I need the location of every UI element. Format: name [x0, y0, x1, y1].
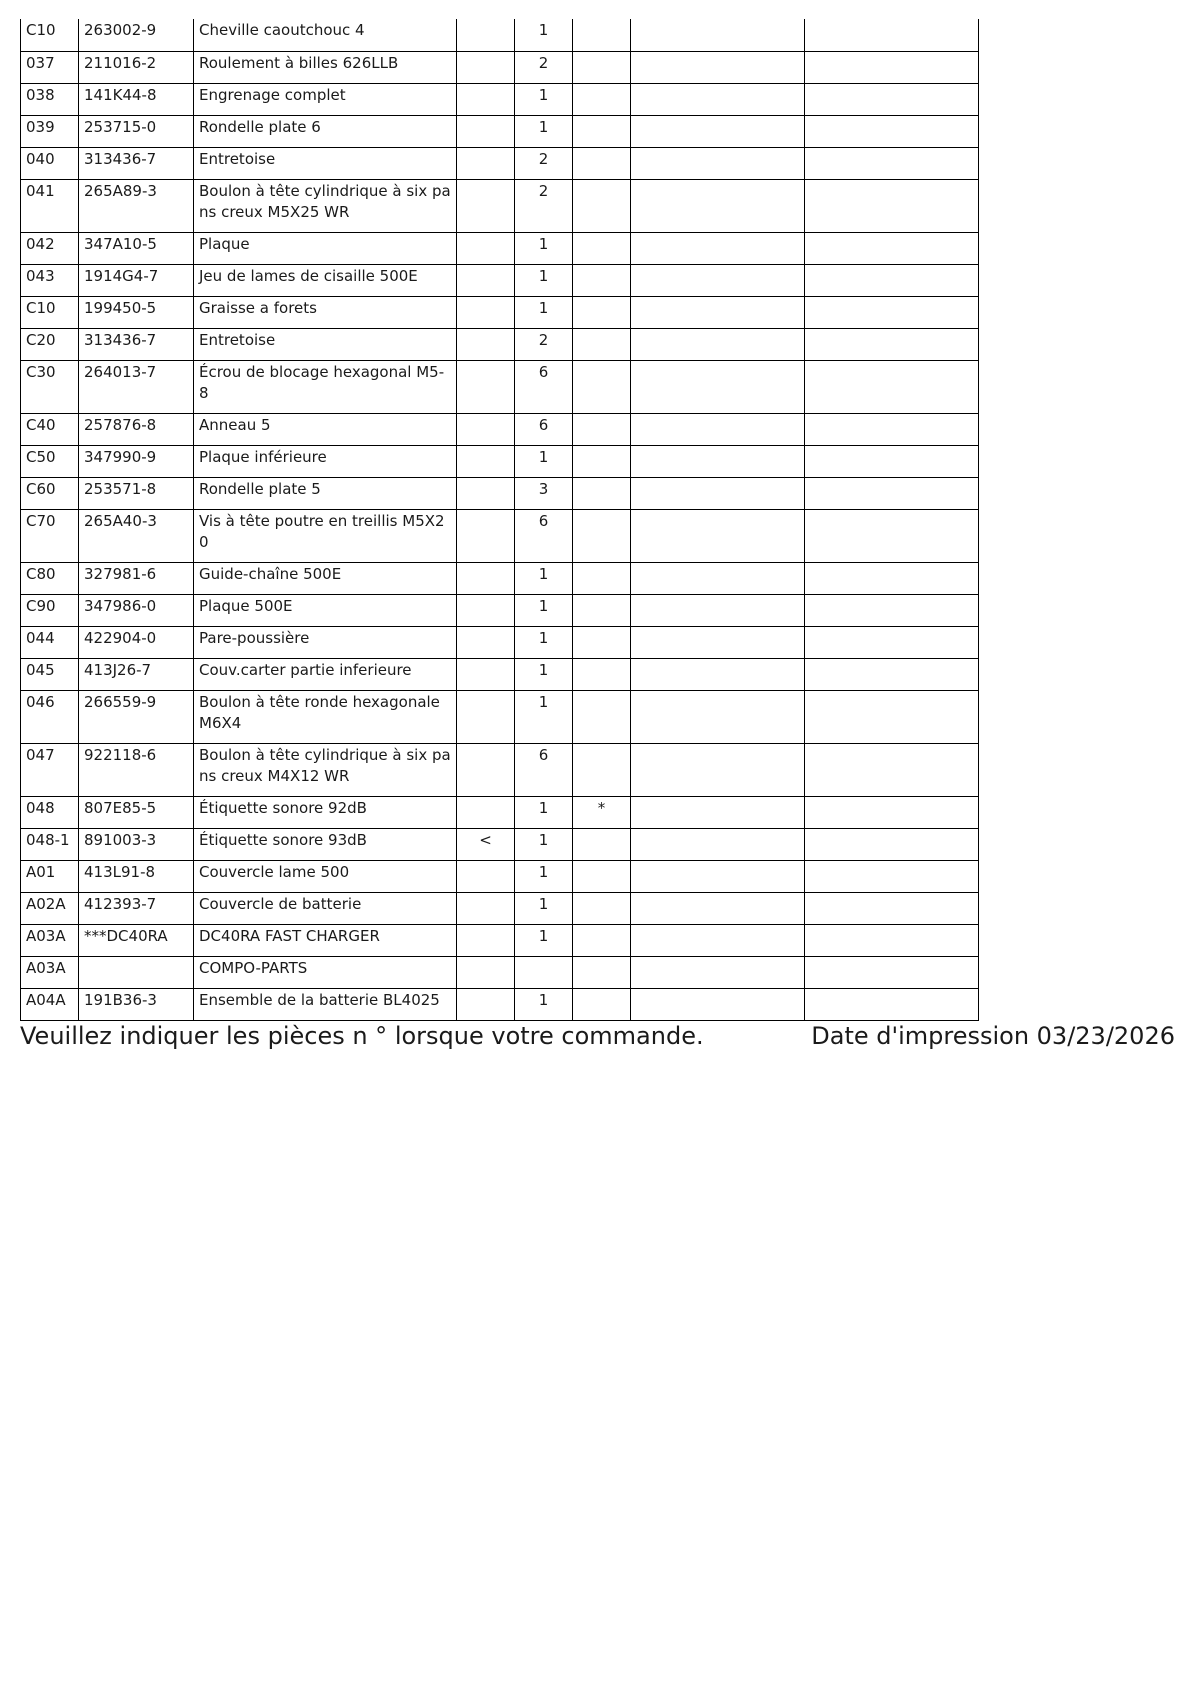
- empty-cell: [631, 690, 805, 743]
- note-cell: [457, 988, 515, 1020]
- table-row: [21, 19, 979, 51]
- reference-cell: 347986-0: [79, 594, 194, 626]
- table-row: [21, 115, 979, 147]
- quantity-cell: 3: [515, 477, 573, 509]
- table-row: [21, 594, 979, 626]
- reference-cell: ***DC40RA: [79, 924, 194, 956]
- description-cell: DC40RA FAST CHARGER: [194, 924, 457, 956]
- empty-cell: [805, 147, 979, 179]
- marker-cell: [573, 360, 631, 413]
- quantity-cell: 6: [515, 509, 573, 562]
- empty-cell: [631, 264, 805, 296]
- note-cell: [457, 51, 515, 83]
- description-cell: Entretoise: [194, 147, 457, 179]
- empty-cell: [805, 956, 979, 988]
- empty-cell: [805, 328, 979, 360]
- quantity-cell: 1: [515, 83, 573, 115]
- reference-cell: 253571-8: [79, 477, 194, 509]
- reference-cell: 211016-2: [79, 51, 194, 83]
- quantity-cell: 1: [515, 988, 573, 1020]
- marker-cell: [573, 179, 631, 232]
- empty-cell: [631, 360, 805, 413]
- empty-cell: [805, 19, 979, 51]
- description-cell: Guide-chaîne 500E: [194, 562, 457, 594]
- empty-cell: [631, 562, 805, 594]
- note-cell: [457, 658, 515, 690]
- empty-cell: [805, 83, 979, 115]
- table-row: [21, 147, 979, 179]
- table-row: [21, 626, 979, 658]
- reference-cell: 891003-3: [79, 828, 194, 860]
- parts-table: [20, 19, 979, 1021]
- quantity-cell: 1: [515, 690, 573, 743]
- marker-cell: [573, 924, 631, 956]
- description-cell: Plaque 500E: [194, 594, 457, 626]
- marker-cell: [573, 562, 631, 594]
- quantity-cell: 1: [515, 594, 573, 626]
- empty-cell: [631, 51, 805, 83]
- description-cell: Couvercle de batterie: [194, 892, 457, 924]
- table-row: [21, 413, 979, 445]
- table-row: [21, 83, 979, 115]
- part-number-cell: 044: [21, 626, 79, 658]
- part-number-cell: C30: [21, 360, 79, 413]
- reference-cell: 413J26-7: [79, 658, 194, 690]
- table-row: [21, 360, 979, 413]
- description-cell: Ensemble de la batterie BL4025: [194, 988, 457, 1020]
- quantity-cell: 6: [515, 743, 573, 796]
- empty-cell: [631, 232, 805, 264]
- note-cell: [457, 179, 515, 232]
- empty-cell: [631, 509, 805, 562]
- note-cell: [457, 690, 515, 743]
- marker-cell: [573, 413, 631, 445]
- quantity-cell: 1: [515, 924, 573, 956]
- empty-cell: [631, 413, 805, 445]
- quantity-cell: 2: [515, 179, 573, 232]
- note-cell: [457, 860, 515, 892]
- table-row: [21, 988, 979, 1020]
- part-number-cell: 048: [21, 796, 79, 828]
- note-cell: [457, 115, 515, 147]
- empty-cell: [805, 477, 979, 509]
- parts-table-body: [21, 19, 979, 1020]
- note-cell: [457, 264, 515, 296]
- marker-cell: [573, 51, 631, 83]
- quantity-cell: 1: [515, 626, 573, 658]
- part-number-cell: 038: [21, 83, 79, 115]
- empty-cell: [631, 19, 805, 51]
- description-cell: Plaque inférieure: [194, 445, 457, 477]
- table-row: [21, 509, 979, 562]
- description-cell: Couvercle lame 500: [194, 860, 457, 892]
- note-cell: [457, 743, 515, 796]
- note-cell: [457, 796, 515, 828]
- empty-cell: [631, 445, 805, 477]
- empty-cell: [631, 594, 805, 626]
- reference-cell: 347A10-5: [79, 232, 194, 264]
- part-number-cell: 042: [21, 232, 79, 264]
- marker-cell: [573, 658, 631, 690]
- description-cell: Anneau 5: [194, 413, 457, 445]
- note-cell: [457, 413, 515, 445]
- note-cell: [457, 956, 515, 988]
- description-cell: Rondelle plate 6: [194, 115, 457, 147]
- marker-cell: [573, 594, 631, 626]
- empty-cell: [805, 509, 979, 562]
- note-cell: [457, 296, 515, 328]
- marker-cell: [573, 445, 631, 477]
- note-cell: [457, 477, 515, 509]
- empty-cell: [631, 924, 805, 956]
- note-cell: [457, 328, 515, 360]
- table-row: [21, 562, 979, 594]
- quantity-cell: 1: [515, 445, 573, 477]
- table-row: [21, 796, 979, 828]
- note-cell: [457, 83, 515, 115]
- table-row: [21, 690, 979, 743]
- marker-cell: [573, 626, 631, 658]
- empty-cell: [805, 594, 979, 626]
- marker-cell: [573, 988, 631, 1020]
- quantity-cell: 2: [515, 328, 573, 360]
- part-number-cell: 037: [21, 51, 79, 83]
- empty-cell: [805, 690, 979, 743]
- empty-cell: [631, 743, 805, 796]
- table-row: [21, 477, 979, 509]
- quantity-cell: 6: [515, 413, 573, 445]
- part-number-cell: A04A: [21, 988, 79, 1020]
- reference-cell: 412393-7: [79, 892, 194, 924]
- quantity-cell: 1: [515, 296, 573, 328]
- reference-cell: 266559-9: [79, 690, 194, 743]
- note-cell: [457, 19, 515, 51]
- part-number-cell: 041: [21, 179, 79, 232]
- description-cell: COMPO-PARTS: [194, 956, 457, 988]
- part-number-cell: 045: [21, 658, 79, 690]
- description-cell: Roulement à billes 626LLB: [194, 51, 457, 83]
- quantity-cell: 1: [515, 19, 573, 51]
- description-cell: Boulon à tête cylindrique à six pans creux M5X25 WR: [194, 179, 457, 232]
- empty-cell: [631, 988, 805, 1020]
- reference-cell: 313436-7: [79, 328, 194, 360]
- marker-cell: [573, 296, 631, 328]
- part-number-cell: C70: [21, 509, 79, 562]
- part-number-cell: 047: [21, 743, 79, 796]
- description-cell: Boulon à tête ronde hexagonale M6X4: [194, 690, 457, 743]
- note-cell: [457, 626, 515, 658]
- reference-cell: 264013-7: [79, 360, 194, 413]
- reference-cell: 265A89-3: [79, 179, 194, 232]
- empty-cell: [631, 147, 805, 179]
- note-cell: [457, 360, 515, 413]
- table-row: [21, 658, 979, 690]
- empty-cell: [631, 179, 805, 232]
- order-instruction: Veuillez indiquer les pièces n ° lorsque votre commande.: [20, 1022, 704, 1050]
- quantity-cell: 1: [515, 232, 573, 264]
- empty-cell: [631, 477, 805, 509]
- quantity-cell: 2: [515, 147, 573, 179]
- quantity-cell: 1: [515, 264, 573, 296]
- empty-cell: [805, 445, 979, 477]
- reference-cell: 422904-0: [79, 626, 194, 658]
- quantity-cell: 1: [515, 828, 573, 860]
- empty-cell: [631, 626, 805, 658]
- description-cell: Jeu de lames de cisaille 500E: [194, 264, 457, 296]
- note-cell: [457, 147, 515, 179]
- quantity-cell: 1: [515, 892, 573, 924]
- empty-cell: [631, 296, 805, 328]
- part-number-cell: A01: [21, 860, 79, 892]
- reference-cell: 1914G4-7: [79, 264, 194, 296]
- part-number-cell: C80: [21, 562, 79, 594]
- table-row: [21, 892, 979, 924]
- part-number-cell: 046: [21, 690, 79, 743]
- part-number-cell: A03A: [21, 924, 79, 956]
- reference-cell: 253715-0: [79, 115, 194, 147]
- part-number-cell: A03A: [21, 956, 79, 988]
- marker-cell: [573, 743, 631, 796]
- table-row: [21, 924, 979, 956]
- table-row: [21, 828, 979, 860]
- empty-cell: [631, 956, 805, 988]
- table-row: [21, 956, 979, 988]
- empty-cell: [805, 860, 979, 892]
- marker-cell: [573, 264, 631, 296]
- table-row: [21, 743, 979, 796]
- description-cell: Entretoise: [194, 328, 457, 360]
- reference-cell: 313436-7: [79, 147, 194, 179]
- description-cell: Rondelle plate 5: [194, 477, 457, 509]
- description-cell: Cheville caoutchouc 4: [194, 19, 457, 51]
- marker-cell: [573, 509, 631, 562]
- description-cell: Boulon à tête cylindrique à six pans creux M4X12 WR: [194, 743, 457, 796]
- empty-cell: [805, 296, 979, 328]
- reference-cell: 327981-6: [79, 562, 194, 594]
- marker-cell: [573, 477, 631, 509]
- note-cell: [457, 594, 515, 626]
- table-row: [21, 860, 979, 892]
- part-number-cell: 040: [21, 147, 79, 179]
- empty-cell: [805, 988, 979, 1020]
- description-cell: Vis à tête poutre en treillis M5X20: [194, 509, 457, 562]
- part-number-cell: 048-1: [21, 828, 79, 860]
- marker-cell: [573, 892, 631, 924]
- empty-cell: [805, 892, 979, 924]
- note-cell: [457, 232, 515, 264]
- table-row: [21, 179, 979, 232]
- empty-cell: [805, 658, 979, 690]
- reference-cell: 141K44-8: [79, 83, 194, 115]
- reference-cell: 199450-5: [79, 296, 194, 328]
- marker-cell: *: [573, 796, 631, 828]
- marker-cell: [573, 83, 631, 115]
- reference-cell: 347990-9: [79, 445, 194, 477]
- table-row: [21, 445, 979, 477]
- marker-cell: [573, 232, 631, 264]
- part-number-cell: C20: [21, 328, 79, 360]
- part-number-cell: C10: [21, 296, 79, 328]
- empty-cell: [805, 360, 979, 413]
- reference-cell: 263002-9: [79, 19, 194, 51]
- empty-cell: [631, 892, 805, 924]
- table-row: [21, 264, 979, 296]
- empty-cell: [631, 796, 805, 828]
- print-date: Date d'impression 03/23/2026: [811, 1022, 1175, 1050]
- empty-cell: [805, 413, 979, 445]
- reference-cell: 807E85-5: [79, 796, 194, 828]
- empty-cell: [805, 562, 979, 594]
- marker-cell: [573, 956, 631, 988]
- quantity-cell: 1: [515, 796, 573, 828]
- quantity-cell: [515, 956, 573, 988]
- marker-cell: [573, 690, 631, 743]
- part-number-cell: C60: [21, 477, 79, 509]
- reference-cell: 265A40-3: [79, 509, 194, 562]
- note-cell: [457, 562, 515, 594]
- empty-cell: [805, 796, 979, 828]
- marker-cell: [573, 19, 631, 51]
- empty-cell: [805, 115, 979, 147]
- empty-cell: [631, 828, 805, 860]
- note-cell: [457, 892, 515, 924]
- reference-cell: [79, 956, 194, 988]
- reference-cell: 191B36-3: [79, 988, 194, 1020]
- description-cell: Engrenage complet: [194, 83, 457, 115]
- part-number-cell: 039: [21, 115, 79, 147]
- reference-cell: 922118-6: [79, 743, 194, 796]
- note-cell: [457, 924, 515, 956]
- reference-cell: 257876-8: [79, 413, 194, 445]
- table-row: [21, 232, 979, 264]
- description-cell: Plaque: [194, 232, 457, 264]
- quantity-cell: 1: [515, 860, 573, 892]
- empty-cell: [805, 232, 979, 264]
- quantity-cell: 1: [515, 115, 573, 147]
- part-number-cell: 043: [21, 264, 79, 296]
- quantity-cell: 2: [515, 51, 573, 83]
- marker-cell: [573, 828, 631, 860]
- description-cell: Couv.carter partie inferieure: [194, 658, 457, 690]
- marker-cell: [573, 860, 631, 892]
- description-cell: Écrou de blocage hexagonal M5-8: [194, 360, 457, 413]
- note-cell: [457, 445, 515, 477]
- marker-cell: [573, 147, 631, 179]
- empty-cell: [631, 328, 805, 360]
- empty-cell: [805, 828, 979, 860]
- quantity-cell: 1: [515, 562, 573, 594]
- description-cell: Étiquette sonore 93dB: [194, 828, 457, 860]
- empty-cell: [631, 83, 805, 115]
- quantity-cell: 1: [515, 658, 573, 690]
- empty-cell: [631, 115, 805, 147]
- marker-cell: [573, 115, 631, 147]
- empty-cell: [631, 658, 805, 690]
- part-number-cell: C90: [21, 594, 79, 626]
- note-cell: [457, 509, 515, 562]
- empty-cell: [805, 179, 979, 232]
- table-row: [21, 51, 979, 83]
- quantity-cell: 6: [515, 360, 573, 413]
- empty-cell: [805, 924, 979, 956]
- table-row: [21, 296, 979, 328]
- description-cell: Étiquette sonore 92dB: [194, 796, 457, 828]
- empty-cell: [631, 860, 805, 892]
- part-number-cell: A02A: [21, 892, 79, 924]
- part-number-cell: C50: [21, 445, 79, 477]
- part-number-cell: C10: [21, 19, 79, 51]
- empty-cell: [805, 626, 979, 658]
- reference-cell: 413L91-8: [79, 860, 194, 892]
- table-row: [21, 328, 979, 360]
- empty-cell: [805, 743, 979, 796]
- empty-cell: [805, 51, 979, 83]
- description-cell: Graisse a forets: [194, 296, 457, 328]
- empty-cell: [805, 264, 979, 296]
- description-cell: Pare-poussière: [194, 626, 457, 658]
- marker-cell: [573, 328, 631, 360]
- part-number-cell: C40: [21, 413, 79, 445]
- note-cell: <: [457, 828, 515, 860]
